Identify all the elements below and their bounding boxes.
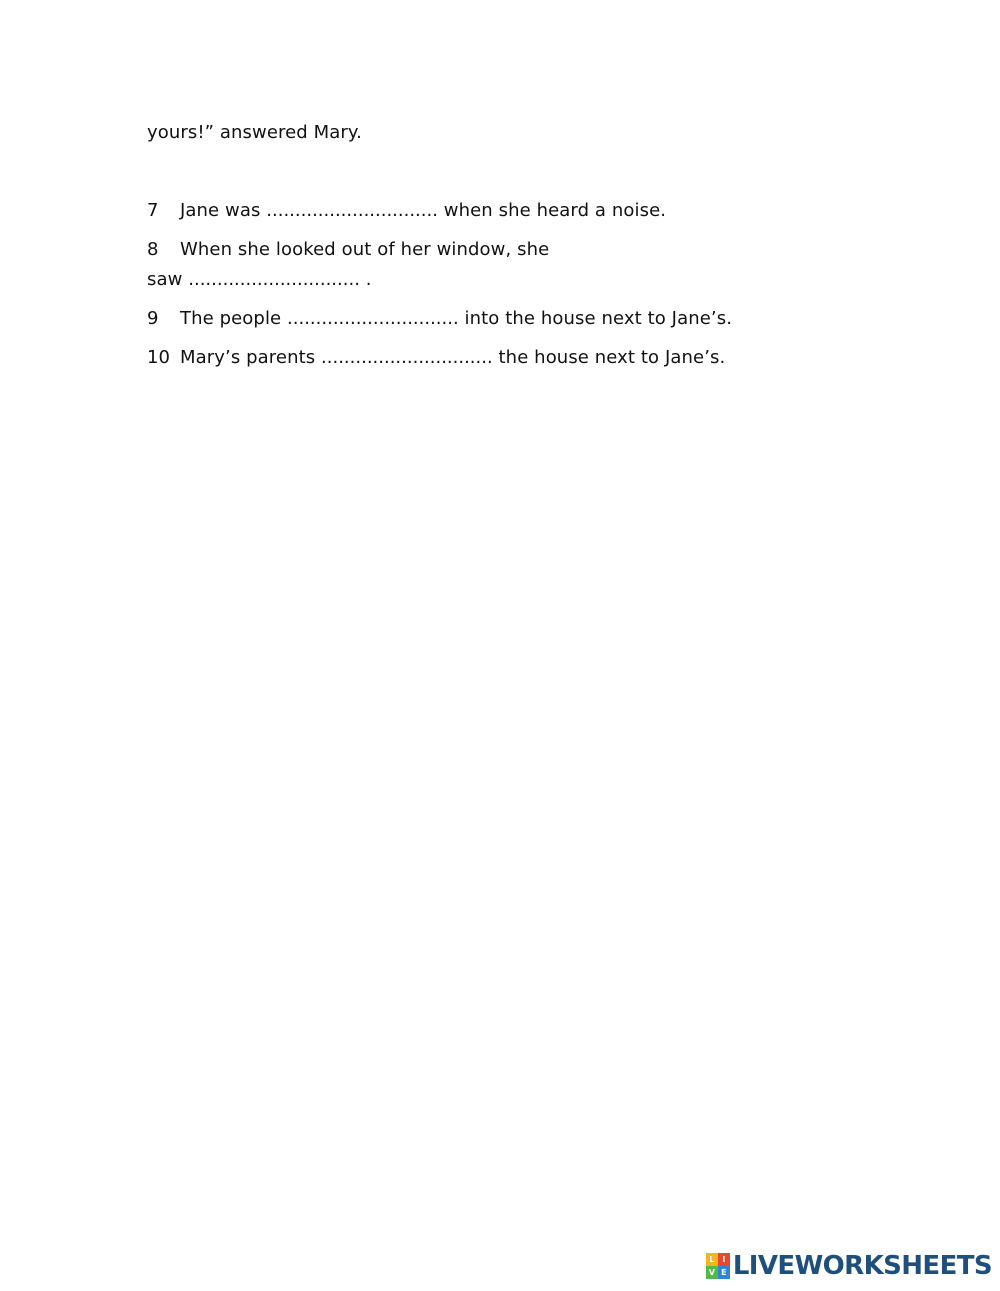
answer-blank[interactable]: ..............................: [321, 347, 493, 368]
logo-block-e: E: [718, 1266, 730, 1279]
continuation-text: [147, 122, 362, 144]
question-number: 10: [147, 347, 171, 368]
question-number: 7: [147, 200, 159, 221]
question-9: [147, 308, 732, 330]
question-text-before: Jane was: [180, 200, 267, 221]
question-10: [147, 347, 725, 369]
question-text-after: the house next to Jane’s.: [492, 347, 726, 368]
question-8-line-2: [147, 269, 372, 291]
question-8-line-1: [147, 239, 549, 261]
question-text-before: Mary’s parents: [180, 347, 322, 368]
answer-blank[interactable]: ..............................: [266, 200, 438, 221]
question-7: [147, 200, 666, 222]
live-blocks-icon: [706, 1253, 730, 1279]
answer-blank[interactable]: ..............................: [287, 308, 459, 329]
question-number: 9: [147, 308, 159, 329]
logo-block-i: I: [718, 1253, 730, 1266]
question-number: 8: [147, 239, 159, 260]
continuation-text-content: yours!” answered Mary.: [147, 122, 362, 143]
question-text-before: The people: [180, 308, 288, 329]
logo-wordmark: LIVEWORKSHEETS: [732, 1251, 992, 1281]
question-text-after: when she heard a noise.: [437, 200, 667, 221]
question-text-after: into the house next to Jane’s.: [458, 308, 733, 329]
question-text: When she looked out of her window, she: [180, 239, 550, 260]
answer-blank[interactable]: ..............................: [188, 269, 360, 290]
logo-block-v: V: [706, 1266, 718, 1279]
liveworksheets-logo[interactable]: [706, 1250, 992, 1282]
question-text-before: saw: [147, 269, 189, 290]
logo-block-l: L: [706, 1253, 718, 1266]
question-text-after: .: [359, 269, 372, 290]
